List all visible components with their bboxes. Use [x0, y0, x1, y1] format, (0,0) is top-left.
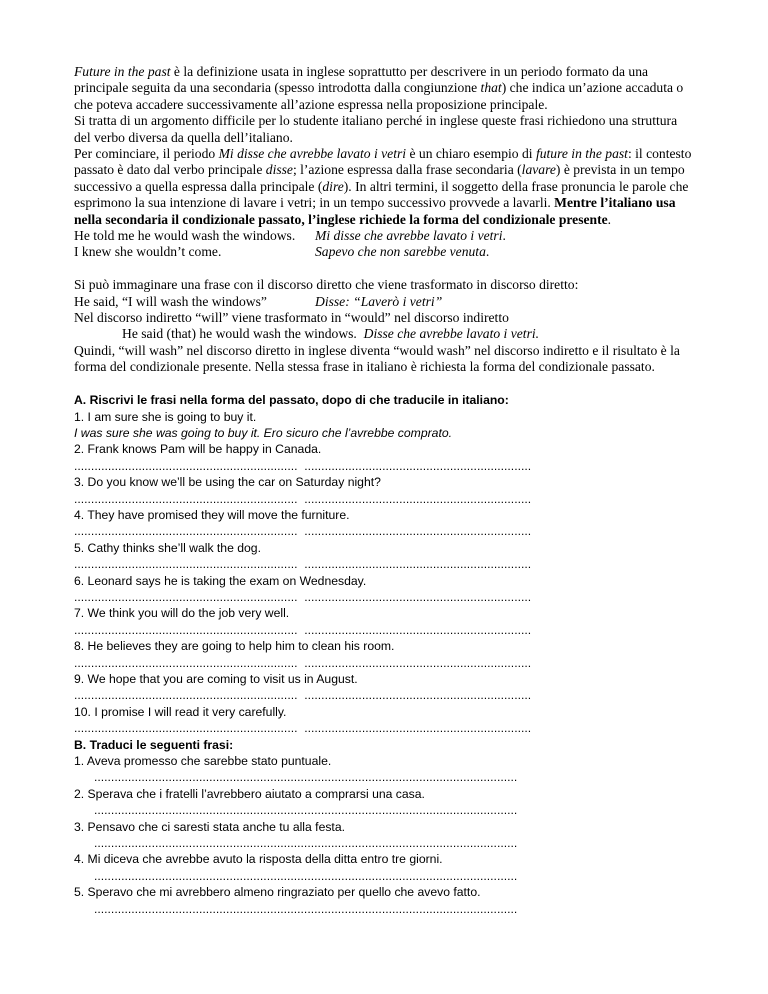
exercise-b-item: 1. Aveva promesso che sarebbe stato puntuale. [74, 754, 332, 769]
exercise-b-item: 2. Sperava che i fratelli l’avrebbero aiutato a comprarsi una casa. [74, 786, 425, 801]
intro-paragraph-3 [74, 146, 694, 228]
exercise-a-item: 5. Cathy thinks she’ll walk the dog. [74, 540, 261, 555]
exercise-a-item: 8. He believes they are going to help him to clean his room. [74, 639, 395, 654]
answer-line[interactable]: .................................................................. ................................................................... [74, 655, 532, 670]
example-row-1 [74, 228, 694, 244]
example-italian-text: Mi disse che avrebbe lavato i vetri [315, 228, 503, 244]
text-span: : il contesto passato è dato dal verbo principale [74, 146, 692, 178]
text-span: ) è prevista in un tempo successivo a quella espressa dalla principale ( [74, 162, 685, 194]
answer-line[interactable]: .................................................................. ................................................................... [74, 458, 532, 473]
exercise-a-item: 6. Leonard says he is taking the exam on Wednesday. [74, 573, 367, 588]
exercise-a-item: 9. We hope that you are coming to visit us in August. [74, 672, 358, 686]
exercise-a-item: 10. I promise I will read it very carefully. [74, 704, 287, 719]
text-span: . [607, 211, 612, 227]
exercise-b [74, 737, 694, 917]
term-italic: disse [265, 162, 293, 178]
example-row-2 [74, 244, 694, 260]
term-italic: dire [322, 178, 344, 194]
exercise-a [74, 392, 694, 737]
text-span: . [485, 244, 490, 260]
intro-paragraph-4: Si può immaginare una frase con il discorso diretto che viene trasformato in discorso diretto: [74, 277, 579, 293]
example-row-3 [74, 294, 694, 310]
text-span: è un chiaro esempio di [406, 146, 536, 162]
exercise-b-title: B. Traduci le seguenti frasi: [74, 737, 234, 752]
example-row-4 [74, 326, 694, 342]
text-span: ). In altri termini, il soggetto della frase pronuncia le parole che esprimono la sua intenzione di lavare i vetri; in un tempo successivo provvede a lavarli. [74, 178, 689, 211]
text-span: ) che indica un’azione accaduta o che poteva accadere successivamente all’azione espressa nella proposizione principale. [74, 80, 684, 112]
example-italian: Disse che avrebbe lavato i vetri. [363, 326, 540, 342]
example-english: He said, “I will wash the windows” [74, 293, 267, 309]
example-italian-text: Sapevo che non sarebbe venuta [315, 244, 486, 260]
intro-paragraph-6: Quindi, “will wash” nel discorso diretto in inglese diventa “would wash” nel discorso indiretto e il risultato è la forma del condizionale presente. Nella stessa frase in italiano è richiesta la forma del condizionale passato. [74, 342, 680, 375]
exercise-b-item: 3. Pensavo che ci saresti stata anche tu alla festa. [74, 819, 345, 834]
exercise-b-item: 5. Speravo che mi avrebbero almeno ringraziato per quello che avevo fatto. [74, 885, 481, 900]
text-span: ; l’azione espressa dalla frase secondaria ( [292, 162, 522, 178]
exercise-b-item: 4. Mi diceva che avrebbe avuto la risposta della ditta entro tre giorni. [74, 852, 443, 867]
intro-paragraph-5: Nel discorso indiretto “will” viene trasformato in “would” nel discorso indiretto [74, 310, 509, 326]
answer-line[interactable]: ............................................................................................................................. [94, 901, 518, 916]
exercise-a-title: A. Riscrivi le frasi nella forma del passato, dopo di che traducile in italiano: [74, 393, 509, 408]
document-page [74, 64, 694, 917]
text-span: Per cominciare, il periodo [74, 146, 219, 162]
text-span: . [502, 228, 506, 244]
answer-line[interactable]: .................................................................. ................................................................... [74, 622, 532, 637]
spacer [74, 261, 694, 277]
exercise-a-item: 2. Frank knows Pam will be happy in Canada. [74, 442, 322, 457]
exercise-a-example-answer: I was sure she was going to buy it. Ero sicuro che l’avrebbe comprato. [74, 425, 452, 440]
answer-line[interactable]: ............................................................................................................................. [94, 868, 518, 883]
answer-line[interactable]: .................................................................. ................................................................... [74, 589, 532, 604]
answer-line[interactable]: ............................................................................................................................. [94, 836, 518, 851]
term-italic: lavare [521, 162, 556, 178]
rule-bold: Mentre l’italiano usa nella secondaria il condizionale passato, l’inglese richiede la forma del condizionale presente [74, 195, 676, 227]
exercise-a-item: 4. They have promised they will move the furniture. [74, 507, 350, 522]
answer-line[interactable]: .................................................................. ................................................................... [74, 688, 532, 703]
answer-line[interactable]: .................................................................. ................................................................... [74, 557, 532, 572]
example-english: He said (that) he would wash the windows. [122, 326, 364, 342]
term-that: that [480, 80, 502, 96]
text-span: è la definizione usata in inglese soprattutto per descrivere in un periodo formato da una principale seguita da una secondaria (spesso introdotta dalla congiunzione [74, 64, 649, 96]
example-english: He told me he would wash the windows. [74, 228, 296, 244]
answer-line[interactable]: ............................................................................................................................. [94, 770, 518, 785]
spacer [74, 376, 694, 392]
term-future-in-the-past: Future in the past [74, 64, 171, 79]
exercise-a-example-question: 1. I am sure she is going to buy it. [74, 409, 257, 424]
example-italian [315, 228, 506, 244]
example-italic: Mi disse che avrebbe lavato i vetri [218, 146, 407, 162]
answer-line[interactable]: ............................................................................................................................. [94, 803, 518, 818]
example-italian: Disse: “Laverò i vetri” [315, 293, 443, 309]
example-english: I knew she wouldn’t come. [74, 244, 222, 260]
intro-paragraph-1 [74, 64, 694, 113]
intro-paragraph-2: Si tratta di un argomento difficile per lo studente italiano perché in inglese queste frasi richiedono una struttura del verbo diversa da quella dell’italiano. [74, 113, 678, 145]
term-italic: future in the past [535, 146, 628, 162]
exercise-a-item: 3. Do you know we’ll be using the car on Saturday night? [74, 475, 381, 490]
exercise-a-item: 7. We think you will do the job very well. [74, 606, 290, 621]
answer-line[interactable]: .................................................................. ................................................................... [74, 491, 532, 506]
answer-line[interactable]: .................................................................. ................................................................... [74, 721, 532, 736]
example-italian [315, 244, 489, 260]
answer-line[interactable]: .................................................................. ................................................................... [74, 524, 532, 539]
